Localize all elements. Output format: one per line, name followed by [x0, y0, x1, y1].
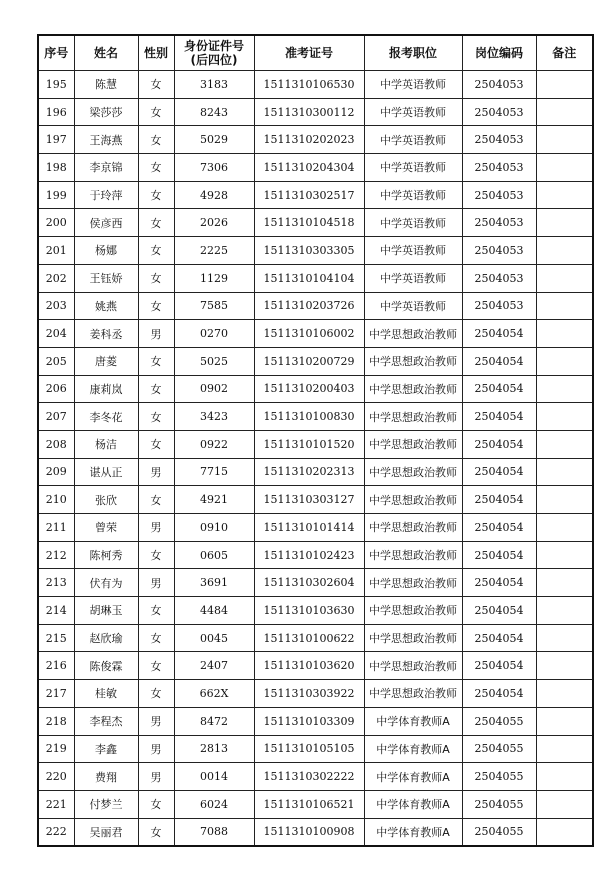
cell-id-suffix: 4928: [174, 181, 254, 209]
cell-position: 中学思想政治教师: [364, 597, 462, 625]
cell-id-suffix: 7306: [174, 154, 254, 182]
cell-gender: 女: [138, 652, 174, 680]
cell-id-suffix: 4921: [174, 486, 254, 514]
cell-remark: [536, 71, 593, 99]
cell-seq: 219: [38, 735, 74, 763]
cell-gender: 男: [138, 458, 174, 486]
table-row: [38, 71, 593, 99]
cell-ticket: 1511310105105: [254, 735, 364, 763]
cell-gender: 女: [138, 597, 174, 625]
cell-ticket: 1511310103309: [254, 707, 364, 735]
cell-position: 中学体育教师A: [364, 763, 462, 791]
header-position: 报考职位: [364, 35, 462, 71]
cell-post-code: 2504054: [462, 680, 536, 708]
cell-name: 谌从正: [74, 458, 138, 486]
table-row: [38, 597, 593, 625]
cell-remark: [536, 458, 593, 486]
cell-ticket: 1511310106002: [254, 320, 364, 348]
table-row: [38, 486, 593, 514]
cell-seq: 221: [38, 790, 74, 818]
cell-remark: [536, 680, 593, 708]
cell-position: 中学思想政治教师: [364, 458, 462, 486]
cell-name: 王钰娇: [74, 264, 138, 292]
cell-ticket: 1511310102423: [254, 541, 364, 569]
cell-position: 中学英语教师: [364, 264, 462, 292]
table-row: [38, 292, 593, 320]
cell-position: 中学体育教师A: [364, 707, 462, 735]
table-row: [38, 818, 593, 846]
cell-remark: [536, 320, 593, 348]
cell-seq: 203: [38, 292, 74, 320]
cell-position: 中学思想政治教师: [364, 320, 462, 348]
cell-id-suffix: 5029: [174, 126, 254, 154]
cell-ticket: 1511310302222: [254, 763, 364, 791]
cell-id-suffix: 0014: [174, 763, 254, 791]
cell-name: 胡琳玉: [74, 597, 138, 625]
cell-name: 康莉岚: [74, 375, 138, 403]
table-row: [38, 430, 593, 458]
cell-gender: 女: [138, 403, 174, 431]
cell-name: 李京锦: [74, 154, 138, 182]
cell-seq: 198: [38, 154, 74, 182]
cell-position: 中学英语教师: [364, 209, 462, 237]
cell-name: 费翔: [74, 763, 138, 791]
cell-remark: [536, 624, 593, 652]
cell-ticket: 1511310303922: [254, 680, 364, 708]
header-name: 姓名: [74, 35, 138, 71]
cell-name: 伏有为: [74, 569, 138, 597]
cell-ticket: 1511310104518: [254, 209, 364, 237]
cell-gender: 女: [138, 624, 174, 652]
cell-post-code: 2504054: [462, 347, 536, 375]
cell-ticket: 1511310302604: [254, 569, 364, 597]
cell-position: 中学英语教师: [364, 237, 462, 265]
cell-post-code: 2504054: [462, 624, 536, 652]
cell-post-code: 2504053: [462, 71, 536, 99]
cell-name: 付梦兰: [74, 790, 138, 818]
cell-position: 中学体育教师A: [364, 790, 462, 818]
cell-seq: 207: [38, 403, 74, 431]
cell-id-suffix: 0045: [174, 624, 254, 652]
cell-position: 中学思想政治教师: [364, 652, 462, 680]
cell-ticket: 1511310103620: [254, 652, 364, 680]
cell-gender: 女: [138, 818, 174, 846]
cell-name: 李鑫: [74, 735, 138, 763]
table-row: [38, 98, 593, 126]
table-row: [38, 320, 593, 348]
cell-remark: [536, 237, 593, 265]
header-post-code: 岗位编码: [462, 35, 536, 71]
cell-post-code: 2504054: [462, 403, 536, 431]
header-id-line1: 身份证件号: [183, 39, 244, 53]
cell-name: 李冬花: [74, 403, 138, 431]
cell-remark: [536, 486, 593, 514]
cell-ticket: 1511310100622: [254, 624, 364, 652]
table-row: [38, 209, 593, 237]
cell-gender: 男: [138, 569, 174, 597]
cell-gender: 男: [138, 514, 174, 542]
cell-post-code: 2504054: [462, 541, 536, 569]
cell-id-suffix: 0270: [174, 320, 254, 348]
cell-remark: [536, 818, 593, 846]
cell-id-suffix: 4484: [174, 597, 254, 625]
cell-name: 赵欣瑜: [74, 624, 138, 652]
cell-id-suffix: 8472: [174, 707, 254, 735]
cell-ticket: 1511310202313: [254, 458, 364, 486]
cell-position: 中学英语教师: [364, 154, 462, 182]
table-row: [38, 403, 593, 431]
cell-id-suffix: 2225: [174, 237, 254, 265]
cell-remark: [536, 181, 593, 209]
cell-gender: 女: [138, 209, 174, 237]
cell-post-code: 2504053: [462, 98, 536, 126]
table-row: [38, 126, 593, 154]
cell-remark: [536, 541, 593, 569]
cell-ticket: 1511310106521: [254, 790, 364, 818]
cell-seq: 197: [38, 126, 74, 154]
header-gender: 性别: [138, 35, 174, 71]
cell-remark: [536, 126, 593, 154]
cell-post-code: 2504054: [462, 514, 536, 542]
cell-seq: 217: [38, 680, 74, 708]
cell-post-code: 2504054: [462, 458, 536, 486]
cell-name: 李程杰: [74, 707, 138, 735]
cell-remark: [536, 514, 593, 542]
cell-id-suffix: 0605: [174, 541, 254, 569]
cell-position: 中学思想政治教师: [364, 403, 462, 431]
cell-gender: 女: [138, 430, 174, 458]
cell-id-suffix: 8243: [174, 98, 254, 126]
cell-ticket: 1511310300112: [254, 98, 364, 126]
cell-seq: 200: [38, 209, 74, 237]
cell-post-code: 2504054: [462, 569, 536, 597]
header-seq: 序号: [38, 35, 74, 71]
table-row: [38, 264, 593, 292]
cell-name: 姚燕: [74, 292, 138, 320]
cell-name: 陈柯秀: [74, 541, 138, 569]
cell-gender: 男: [138, 735, 174, 763]
cell-seq: 222: [38, 818, 74, 846]
cell-gender: 女: [138, 154, 174, 182]
cell-seq: 204: [38, 320, 74, 348]
cell-post-code: 2504053: [462, 237, 536, 265]
cell-post-code: 2504053: [462, 154, 536, 182]
table-row: [38, 680, 593, 708]
cell-id-suffix: 6024: [174, 790, 254, 818]
cell-ticket: 1511310100908: [254, 818, 364, 846]
cell-id-suffix: 662X: [174, 680, 254, 708]
cell-seq: 208: [38, 430, 74, 458]
cell-name: 侯彦西: [74, 209, 138, 237]
cell-name: 张欣: [74, 486, 138, 514]
cell-gender: 女: [138, 347, 174, 375]
header-ticket: 准考证号: [254, 35, 364, 71]
cell-name: 姜科丞: [74, 320, 138, 348]
cell-seq: 201: [38, 237, 74, 265]
cell-id-suffix: 0922: [174, 430, 254, 458]
cell-id-suffix: 2407: [174, 652, 254, 680]
cell-position: 中学思想政治教师: [364, 624, 462, 652]
cell-seq: 211: [38, 514, 74, 542]
cell-remark: [536, 154, 593, 182]
cell-name: 杨洁: [74, 430, 138, 458]
cell-post-code: 2504054: [462, 652, 536, 680]
candidate-table: [37, 34, 594, 847]
cell-remark: [536, 347, 593, 375]
cell-seq: 202: [38, 264, 74, 292]
cell-gender: 女: [138, 126, 174, 154]
table-row: [38, 237, 593, 265]
cell-ticket: 1511310303127: [254, 486, 364, 514]
cell-name: 王海燕: [74, 126, 138, 154]
cell-remark: [536, 763, 593, 791]
cell-post-code: 2504054: [462, 486, 536, 514]
cell-ticket: 1511310103630: [254, 597, 364, 625]
cell-ticket: 1511310200403: [254, 375, 364, 403]
cell-ticket: 1511310104104: [254, 264, 364, 292]
cell-position: 中学英语教师: [364, 71, 462, 99]
cell-position: 中学思想政治教师: [364, 514, 462, 542]
cell-post-code: 2504053: [462, 292, 536, 320]
cell-gender: 女: [138, 680, 174, 708]
cell-ticket: 1511310203726: [254, 292, 364, 320]
cell-id-suffix: 3183: [174, 71, 254, 99]
cell-id-suffix: 7715: [174, 458, 254, 486]
cell-gender: 女: [138, 486, 174, 514]
cell-remark: [536, 597, 593, 625]
cell-position: 中学思想政治教师: [364, 541, 462, 569]
cell-post-code: 2504055: [462, 790, 536, 818]
cell-position: 中学思想政治教师: [364, 430, 462, 458]
cell-gender: 女: [138, 98, 174, 126]
cell-post-code: 2504054: [462, 597, 536, 625]
table-row: [38, 790, 593, 818]
cell-name: 唐菱: [74, 347, 138, 375]
cell-id-suffix: 5025: [174, 347, 254, 375]
cell-seq: 210: [38, 486, 74, 514]
cell-gender: 女: [138, 541, 174, 569]
cell-id-suffix: 3691: [174, 569, 254, 597]
cell-post-code: 2504054: [462, 320, 536, 348]
cell-position: 中学英语教师: [364, 98, 462, 126]
cell-ticket: 1511310101520: [254, 430, 364, 458]
cell-seq: 216: [38, 652, 74, 680]
cell-remark: [536, 403, 593, 431]
cell-name: 吴丽君: [74, 818, 138, 846]
cell-id-suffix: 2813: [174, 735, 254, 763]
table-row: [38, 624, 593, 652]
cell-seq: 215: [38, 624, 74, 652]
cell-position: 中学思想政治教师: [364, 375, 462, 403]
cell-seq: 220: [38, 763, 74, 791]
cell-gender: 女: [138, 264, 174, 292]
cell-id-suffix: 1129: [174, 264, 254, 292]
cell-name: 陈慧: [74, 71, 138, 99]
cell-post-code: 2504053: [462, 264, 536, 292]
cell-position: 中学英语教师: [364, 292, 462, 320]
cell-gender: 女: [138, 790, 174, 818]
cell-seq: 212: [38, 541, 74, 569]
cell-gender: 女: [138, 292, 174, 320]
cell-remark: [536, 209, 593, 237]
cell-remark: [536, 98, 593, 126]
cell-position: 中学体育教师A: [364, 735, 462, 763]
cell-seq: 218: [38, 707, 74, 735]
cell-post-code: 2504053: [462, 181, 536, 209]
cell-ticket: 1511310100830: [254, 403, 364, 431]
cell-position: 中学体育教师A: [364, 818, 462, 846]
cell-ticket: 1511310202023: [254, 126, 364, 154]
cell-seq: 195: [38, 71, 74, 99]
cell-gender: 男: [138, 763, 174, 791]
cell-name: 杨娜: [74, 237, 138, 265]
cell-ticket: 1511310204304: [254, 154, 364, 182]
cell-post-code: 2504055: [462, 763, 536, 791]
cell-gender: 女: [138, 181, 174, 209]
cell-seq: 213: [38, 569, 74, 597]
cell-remark: [536, 569, 593, 597]
cell-position: 中学英语教师: [364, 181, 462, 209]
cell-name: 桂敏: [74, 680, 138, 708]
cell-name: 于玲萍: [74, 181, 138, 209]
cell-post-code: 2504055: [462, 707, 536, 735]
cell-ticket: 1511310200729: [254, 347, 364, 375]
cell-seq: 199: [38, 181, 74, 209]
cell-remark: [536, 430, 593, 458]
cell-name: 曾荣: [74, 514, 138, 542]
cell-name: 梁莎莎: [74, 98, 138, 126]
cell-seq: 205: [38, 347, 74, 375]
cell-remark: [536, 790, 593, 818]
cell-post-code: 2504054: [462, 375, 536, 403]
cell-seq: 196: [38, 98, 74, 126]
cell-name: 陈俊霖: [74, 652, 138, 680]
table-row: [38, 707, 593, 735]
table-row: [38, 541, 593, 569]
cell-remark: [536, 264, 593, 292]
cell-post-code: 2504054: [462, 430, 536, 458]
cell-remark: [536, 375, 593, 403]
cell-id-suffix: 2026: [174, 209, 254, 237]
cell-id-suffix: 3423: [174, 403, 254, 431]
table-row: [38, 154, 593, 182]
table-row: [38, 514, 593, 542]
cell-seq: 206: [38, 375, 74, 403]
cell-ticket: 1511310303305: [254, 237, 364, 265]
cell-gender: 女: [138, 71, 174, 99]
table-row: [38, 181, 593, 209]
table-row: [38, 375, 593, 403]
cell-position: 中学英语教师: [364, 126, 462, 154]
table-row: [38, 652, 593, 680]
header-id-line2: (后四位): [190, 53, 238, 67]
cell-ticket: 1511310101414: [254, 514, 364, 542]
header-id-suffix: [174, 35, 254, 71]
cell-remark: [536, 292, 593, 320]
cell-gender: 男: [138, 707, 174, 735]
table-row: [38, 763, 593, 791]
cell-position: 中学思想政治教师: [364, 569, 462, 597]
cell-post-code: 2504053: [462, 209, 536, 237]
cell-remark: [536, 735, 593, 763]
cell-ticket: 1511310302517: [254, 181, 364, 209]
cell-post-code: 2504053: [462, 126, 536, 154]
cell-gender: 女: [138, 237, 174, 265]
cell-ticket: 1511310106530: [254, 71, 364, 99]
cell-position: 中学思想政治教师: [364, 347, 462, 375]
cell-id-suffix: 7585: [174, 292, 254, 320]
header-remark: 备注: [536, 35, 593, 71]
cell-id-suffix: 0910: [174, 514, 254, 542]
table-header-row: [38, 35, 593, 71]
cell-id-suffix: 7088: [174, 818, 254, 846]
cell-seq: 209: [38, 458, 74, 486]
cell-post-code: 2504055: [462, 818, 536, 846]
table-body: [38, 71, 593, 847]
cell-gender: 男: [138, 320, 174, 348]
table-row: [38, 458, 593, 486]
cell-id-suffix: 0902: [174, 375, 254, 403]
cell-position: 中学思想政治教师: [364, 486, 462, 514]
cell-seq: 214: [38, 597, 74, 625]
table-row: [38, 735, 593, 763]
cell-remark: [536, 707, 593, 735]
cell-position: 中学思想政治教师: [364, 680, 462, 708]
table-row: [38, 347, 593, 375]
table-row: [38, 569, 593, 597]
cell-remark: [536, 652, 593, 680]
cell-post-code: 2504055: [462, 735, 536, 763]
cell-gender: 女: [138, 375, 174, 403]
